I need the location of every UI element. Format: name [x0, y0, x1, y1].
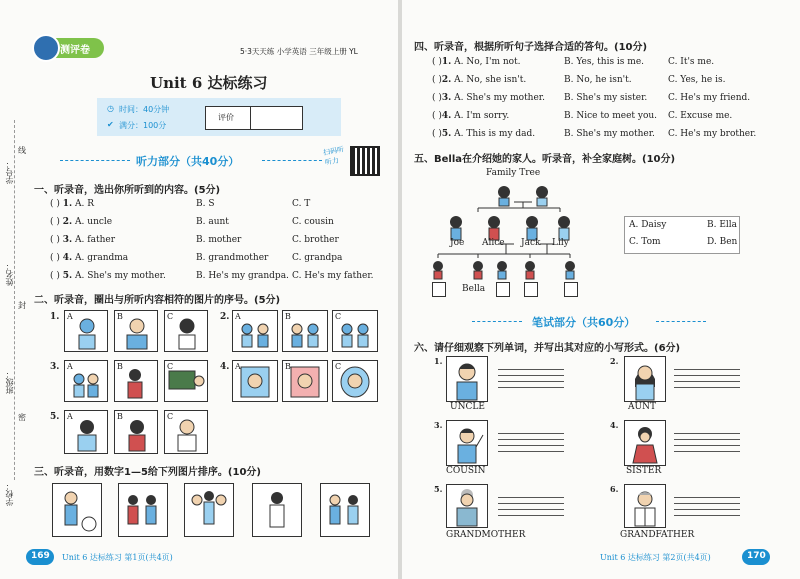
word-picture: [624, 484, 666, 528]
series-line: 5·3天天练 小学英语 三年级上册 YL: [240, 47, 358, 56]
sec4-row: [432, 75, 526, 85]
name-option: D. Ben: [707, 237, 738, 247]
sec4-row: [432, 57, 521, 67]
writing-line[interactable]: [674, 515, 740, 516]
sequence-picture[interactable]: [52, 483, 102, 537]
option-b: B. He's my grandpa.: [196, 271, 289, 281]
picture-option[interactable]: [164, 310, 208, 352]
writing-line[interactable]: [674, 387, 740, 388]
option-label: C: [167, 412, 174, 421]
answer-box[interactable]: [432, 282, 446, 297]
sequence-picture[interactable]: [320, 483, 370, 537]
answer-paren[interactable]: ( ): [50, 217, 60, 227]
option-label: C: [335, 312, 342, 321]
margin-label-seal: 封: [18, 301, 26, 310]
answer-box[interactable]: [564, 282, 578, 297]
page-title: Unit 6 达标练习: [150, 74, 268, 92]
sec6-title: 六、请仔细观察下列单词，并写出其对应的小写形式。(6分): [414, 343, 681, 354]
writing-line[interactable]: [498, 439, 564, 440]
option-a: A. She's my mother.: [454, 93, 545, 103]
option-c: C. Yes, he is.: [668, 75, 726, 85]
answer-paren[interactable]: ( ): [432, 57, 442, 67]
option-label: B: [285, 362, 291, 371]
margin-label-class: 班级：: [5, 370, 14, 394]
writing-line[interactable]: [674, 381, 740, 382]
word: SISTER: [626, 466, 662, 476]
option-a: A. R: [75, 199, 95, 209]
binding-margin: [0, 0, 30, 579]
q-num: 1.: [62, 199, 73, 209]
option-label: A: [67, 412, 73, 421]
time-label: 时间：40分钟: [119, 105, 170, 114]
tree-name-alice: Alice: [482, 238, 505, 248]
option-c: C. Excuse me.: [668, 111, 733, 121]
tree-title: Family Tree: [486, 168, 541, 178]
writing-line[interactable]: [498, 497, 564, 498]
answer-paren[interactable]: ( ): [432, 111, 442, 121]
group-num: 1.: [50, 312, 60, 322]
page-number: 169: [31, 551, 50, 561]
listening-header: 听力部分（共40分）: [136, 155, 240, 168]
family-scene-icon: [53, 484, 101, 536]
picture-option[interactable]: [232, 360, 278, 402]
writing-line[interactable]: [674, 375, 740, 376]
word-picture: [624, 356, 666, 402]
word-picture: [446, 420, 488, 466]
item-num: 2.: [610, 356, 619, 366]
option-c: C. cousin: [292, 217, 334, 227]
page-number: 170: [747, 551, 766, 561]
page-footer: Unit 6 达标练习 第2页(共4页): [600, 553, 711, 562]
grandfather-picture-icon: [625, 485, 665, 527]
q-num: 4.: [62, 253, 73, 263]
option-label: B: [117, 312, 123, 321]
word: UNCLE: [450, 402, 485, 412]
q-num: 4.: [441, 111, 452, 121]
option-a: A. grandma: [75, 253, 129, 263]
option-b: B. Yes, this is me.: [564, 57, 645, 67]
tree-name-bella: Bella: [462, 284, 486, 294]
word: AUNT: [628, 402, 656, 412]
writing-line[interactable]: [498, 433, 564, 434]
sec1-row: [50, 271, 166, 281]
option-b: B. aunt: [196, 217, 229, 227]
score-label: 满分：100分: [119, 121, 167, 130]
answer-paren[interactable]: ( ): [50, 271, 60, 281]
grandmother-picture-icon: [447, 485, 487, 527]
picture-option[interactable]: [64, 410, 108, 454]
sec4-row: [432, 111, 509, 121]
answer-paren[interactable]: ( ): [50, 235, 60, 245]
option-c: C. He's my friend.: [668, 93, 751, 103]
group-num: 2.: [220, 312, 230, 322]
option-b: B. No, he isn't.: [564, 75, 632, 85]
answer-box[interactable]: [524, 282, 538, 297]
sec4-row: [432, 93, 545, 103]
group-num: 4.: [220, 362, 230, 372]
answer-paren[interactable]: ( ): [50, 199, 60, 209]
sec2-title: 二、听录音，圈出与所听内容相符的图片的序号。(5分): [34, 295, 281, 306]
item-num: 4.: [610, 420, 619, 430]
name-option: C. Tom: [629, 237, 661, 247]
picture-option[interactable]: [332, 310, 378, 352]
margin-label-secret: 密: [18, 413, 26, 422]
sec4-title: 四、听录音，根据所听句子选择合适的答句。(10分): [414, 42, 648, 53]
option-label: B: [285, 312, 291, 321]
badge-label: 测评卷: [60, 45, 90, 56]
badge: [34, 38, 104, 58]
sequence-picture[interactable]: [252, 483, 302, 537]
word: COUSIN: [446, 466, 486, 476]
option-a: A. I'm sorry.: [454, 111, 510, 121]
answer-box[interactable]: [496, 282, 510, 297]
name-option: B. Ella: [707, 220, 738, 230]
option-a: A. father: [75, 235, 116, 245]
picture-option[interactable]: [114, 360, 158, 402]
answer-paren[interactable]: ( ): [432, 75, 442, 85]
writing-line[interactable]: [498, 509, 564, 510]
sec1-row: [50, 199, 94, 209]
family-scene-icon: [321, 484, 369, 536]
option-label: B: [117, 362, 123, 371]
writing-line[interactable]: [498, 375, 564, 376]
child-figures: [433, 261, 575, 279]
picture-option[interactable]: [164, 360, 208, 402]
margin-label-name: 姓名：: [5, 262, 14, 286]
option-a: A. She's my mother.: [75, 271, 166, 281]
sec1-row: [50, 253, 128, 263]
word: GRANDMOTHER: [446, 530, 526, 540]
word-picture: [446, 484, 488, 528]
sequence-picture[interactable]: [184, 483, 234, 537]
option-label: C: [335, 362, 342, 371]
writing-line[interactable]: [674, 509, 740, 510]
parent-figures: [450, 216, 570, 240]
writing-line[interactable]: [498, 515, 564, 516]
uncle-picture-icon: [447, 357, 487, 401]
writing-line[interactable]: [498, 387, 564, 388]
sec1-title: 一、听录音，选出你所听到的内容。(5分): [34, 185, 221, 196]
writing-line[interactable]: [498, 369, 564, 370]
item-num: 1.: [434, 356, 443, 366]
option-c: C. grandpa: [292, 253, 343, 263]
group-num: 3.: [50, 362, 60, 372]
writing-line[interactable]: [674, 369, 740, 370]
qr-caption: 扫码听听力: [322, 145, 345, 167]
right-page: [402, 0, 800, 579]
answer-paren[interactable]: ( ): [432, 129, 442, 139]
picture-option[interactable]: [114, 310, 158, 352]
writing-line[interactable]: [674, 433, 740, 434]
item-num: 5.: [434, 484, 443, 494]
item-num: 6.: [610, 484, 619, 494]
check-icon: ✔: [107, 120, 114, 129]
option-b: B. grandmother: [196, 253, 269, 263]
sec5-title: 五、Bella在介绍她的家人。听录音，补全家庭树。(10分): [414, 154, 676, 165]
sequence-picture[interactable]: [118, 483, 168, 537]
info-box: [97, 98, 341, 136]
option-b: B. S: [196, 199, 215, 209]
q-num: 5.: [62, 271, 73, 281]
picture-option[interactable]: [164, 410, 208, 454]
picture-option[interactable]: [114, 410, 158, 454]
q-num: 3.: [62, 235, 73, 245]
option-label: B: [117, 412, 123, 421]
page-number-badge: [742, 549, 770, 565]
qr-code-icon[interactable]: [350, 146, 380, 176]
option-a: A. uncle: [75, 217, 113, 227]
picture-option[interactable]: [282, 360, 328, 402]
margin-label-student-id: 学号：: [5, 160, 14, 184]
writing-line[interactable]: [498, 503, 564, 504]
q-num: 3.: [441, 93, 452, 103]
option-c: C. brother: [292, 235, 339, 245]
option-label: A: [235, 312, 241, 321]
group-num: 5.: [50, 412, 60, 422]
tree-name-lily: Lily: [552, 238, 569, 248]
q-num: 2.: [441, 75, 452, 85]
page-number-badge: [26, 549, 54, 565]
option-label: A: [235, 362, 241, 371]
option-label: C: [167, 312, 174, 321]
option-a: A. No, she isn't.: [454, 75, 527, 85]
writing-line[interactable]: [674, 445, 740, 446]
option-c: C. He's my brother.: [668, 129, 757, 139]
margin-label-line: 线: [18, 146, 26, 155]
word: GRANDFATHER: [620, 530, 695, 540]
writing-header: 笔试部分（共60分）: [532, 316, 636, 329]
answer-paren[interactable]: ( ): [50, 253, 60, 263]
eval-label: 评价: [218, 113, 234, 122]
option-label: A: [67, 312, 73, 321]
option-label: A: [67, 362, 73, 371]
option-a: A. No, I'm not.: [454, 57, 521, 67]
q-num: 5.: [441, 129, 452, 139]
option-c: C. It's me.: [668, 57, 715, 67]
q-num: 1.: [441, 57, 452, 67]
option-b: B. Nice to meet you.: [564, 111, 658, 121]
family-scene-icon: [119, 484, 167, 536]
sister-picture-icon: [625, 421, 665, 465]
word-picture: [624, 420, 666, 466]
family-scene-icon: [253, 484, 301, 536]
name-option: A. Daisy: [629, 220, 667, 230]
writing-line[interactable]: [498, 451, 564, 452]
option-c: C. He's my father.: [292, 271, 374, 281]
option-b: B. mother: [196, 235, 242, 245]
option-b: B. She's my sister.: [564, 93, 648, 103]
eval-box: [205, 106, 303, 130]
family-scene-icon: [185, 484, 233, 536]
margin-label-school: 学校：: [5, 482, 14, 506]
answer-paren[interactable]: ( ): [432, 93, 442, 103]
option-label: C: [167, 362, 174, 371]
student-avatar-icon: [32, 34, 60, 62]
picture-option[interactable]: [64, 360, 108, 402]
sec1-row: [50, 217, 112, 227]
clock-icon: ◷: [107, 104, 114, 113]
cousin-picture-icon: [447, 421, 487, 465]
writing-line[interactable]: [498, 381, 564, 382]
name-options-box: [624, 216, 740, 254]
q-num: 2.: [62, 217, 73, 227]
word-picture: [446, 356, 488, 402]
picture-option[interactable]: [282, 310, 328, 352]
item-num: 3.: [434, 420, 443, 430]
left-page: [0, 0, 398, 579]
picture-option[interactable]: [64, 310, 108, 352]
writing-line[interactable]: [674, 451, 740, 452]
writing-line[interactable]: [674, 497, 740, 498]
sec4-row: [432, 129, 535, 139]
sec1-row: [50, 235, 115, 245]
tree-name-joe: Joe: [450, 238, 465, 248]
picture-option[interactable]: [332, 360, 378, 402]
writing-line[interactable]: [498, 445, 564, 446]
option-a: A. This is my dad.: [454, 129, 536, 139]
writing-line[interactable]: [674, 439, 740, 440]
picture-option[interactable]: [232, 310, 278, 352]
option-c: C. T: [292, 199, 311, 209]
writing-line[interactable]: [674, 503, 740, 504]
option-b: B. She's my mother.: [564, 129, 655, 139]
aunt-picture-icon: [625, 357, 665, 401]
tree-name-jack: Jack: [521, 238, 541, 248]
page-footer: Unit 6 达标练习 第1页(共4页): [62, 553, 173, 562]
sec3-title: 三、听录音，用数字1—5给下列图片排序。(10分): [34, 467, 261, 478]
